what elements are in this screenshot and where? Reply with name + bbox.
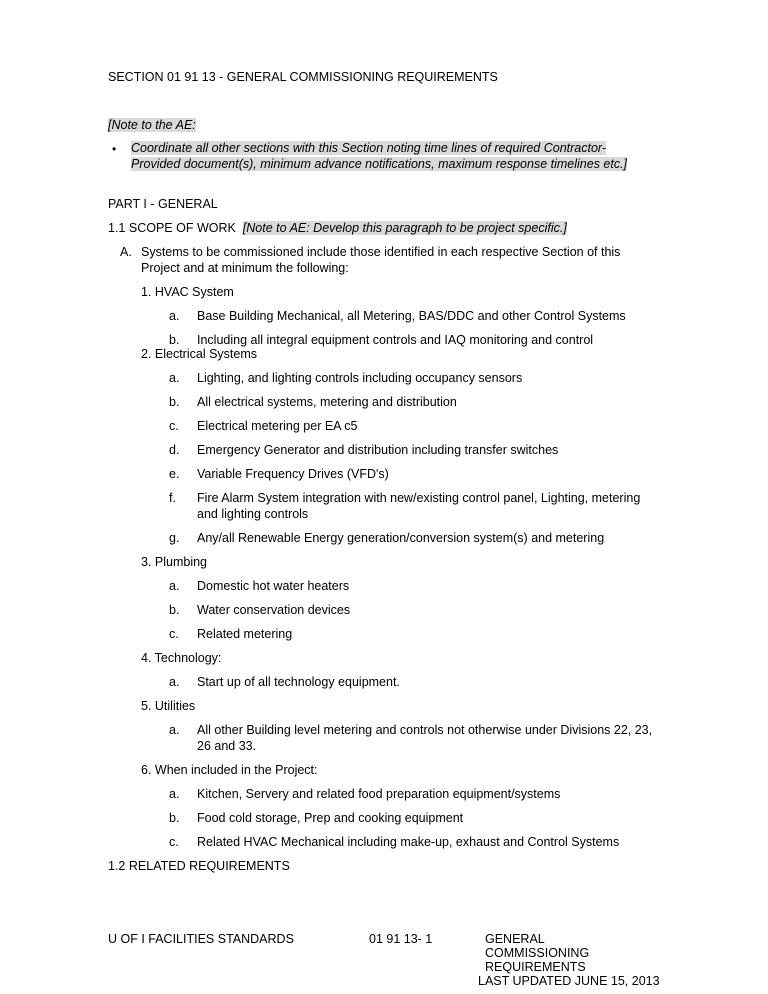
article-1-2-heading [108, 859, 290, 874]
note-heading-text: [Note to the AE: [108, 118, 196, 132]
list-item: Variable Frequency Drives (VFD's) [197, 467, 389, 481]
list-item: Base Building Mechanical, all Metering, BAS/DDC and other Control Systems [197, 309, 626, 323]
system-utilities: 5. Utilities [141, 699, 196, 713]
list-item-marker: a. [169, 723, 180, 737]
list-item-continuation: 26 and 33. [197, 739, 257, 753]
list-item: All electrical systems, metering and distribution [197, 395, 457, 409]
note-bullet-line-2: Provided document(s), minimum advance notifications, maximum response timelines etc.] [131, 157, 628, 171]
list-item: Water conservation devices [197, 603, 351, 617]
article-title: RELATED REQUIREMENTS [128, 859, 290, 873]
article-number: 1.1 [108, 221, 126, 235]
system-plumbing: 3. Plumbing [141, 555, 208, 569]
footer-right-line-2: COMMISSIONING [485, 946, 590, 960]
note-bullet-line-1: Coordinate all other sections with this Section noting time lines of required Contractor- [131, 141, 607, 155]
system-hvac: 1. HVAC System [141, 285, 234, 299]
list-item: Related metering [197, 627, 293, 641]
list-item: Lighting, and lighting controls including occupancy sensors [197, 371, 523, 385]
para-a-line-1: Systems to be commissioned include those identified in each respective Section of this [141, 245, 621, 259]
footer-left: U OF I FACILITIES STANDARDS [108, 932, 294, 946]
list-item-marker: c. [169, 627, 179, 641]
list-item-marker: a. [169, 371, 180, 385]
list-item-marker: b. [169, 811, 180, 825]
list-item-marker: g. [169, 531, 180, 545]
note-to-ae-heading [108, 118, 196, 133]
list-item-marker: d. [169, 443, 180, 457]
list-item: Any/all Renewable Energy generation/conversion system(s) and metering [197, 531, 605, 545]
list-item-marker: a. [169, 309, 180, 323]
footer-page-number: 01 91 13- 1 [369, 932, 433, 946]
list-item-marker: c. [169, 835, 179, 849]
system-when-included: 6. When included in the Project: [141, 763, 318, 777]
list-item: Including all integral equipment controls and IAQ monitoring and control [197, 333, 594, 347]
para-a-marker: A. [120, 245, 132, 259]
list-item-marker: e. [169, 467, 180, 481]
list-item: Start up of all technology equipment. [197, 675, 400, 689]
para-a-line-2: Project and at minimum the following: [141, 261, 349, 275]
list-item: Electrical metering per EA c5 [197, 419, 358, 433]
article-number: 1.2 [108, 859, 126, 873]
section-title: SECTION 01 91 13 - GENERAL COMMISSIONING REQUIREMENTS [108, 70, 498, 84]
article-note: [Note to AE: Develop this paragraph to be project specific.] [242, 221, 567, 235]
list-item: Domestic hot water heaters [197, 579, 350, 593]
list-item-marker: f. [169, 491, 176, 505]
list-item: Emergency Generator and distribution including transfer switches [197, 443, 559, 457]
list-item-marker: c. [169, 419, 179, 433]
part-heading: PART I - GENERAL [108, 197, 218, 211]
system-electrical: 2. Electrical Systems [141, 347, 258, 361]
list-item: Fire Alarm System integration with new/existing control panel, Lighting, metering [197, 491, 641, 505]
list-item-marker: b. [169, 603, 180, 617]
article-title: SCOPE OF WORK [128, 221, 236, 235]
list-item-marker: a. [169, 675, 180, 689]
bullet-icon: • [112, 142, 117, 156]
list-item-continuation: and lighting controls [197, 507, 309, 521]
list-item: All other Building level metering and controls not otherwise under Divisions 22, 23, [197, 723, 653, 737]
footer-right-line-4: LAST UPDATED JUNE 15, 2013 [478, 974, 660, 988]
footer-right-line-3: REQUIREMENTS [485, 960, 586, 974]
list-item-marker: b. [169, 395, 180, 409]
list-item-marker: b. [169, 333, 180, 347]
list-item-marker: a. [169, 579, 180, 593]
list-item-marker: a. [169, 787, 180, 801]
footer-right-line-1: GENERAL [485, 932, 545, 946]
list-item: Kitchen, Servery and related food preparation equipment/systems [197, 787, 561, 801]
system-technology: 4. Technology: [141, 651, 222, 665]
list-item: Food cold storage, Prep and cooking equipment [197, 811, 464, 825]
article-1-1-heading [108, 221, 567, 236]
list-item: Related HVAC Mechanical including make-up, exhaust and Control Systems [197, 835, 620, 849]
